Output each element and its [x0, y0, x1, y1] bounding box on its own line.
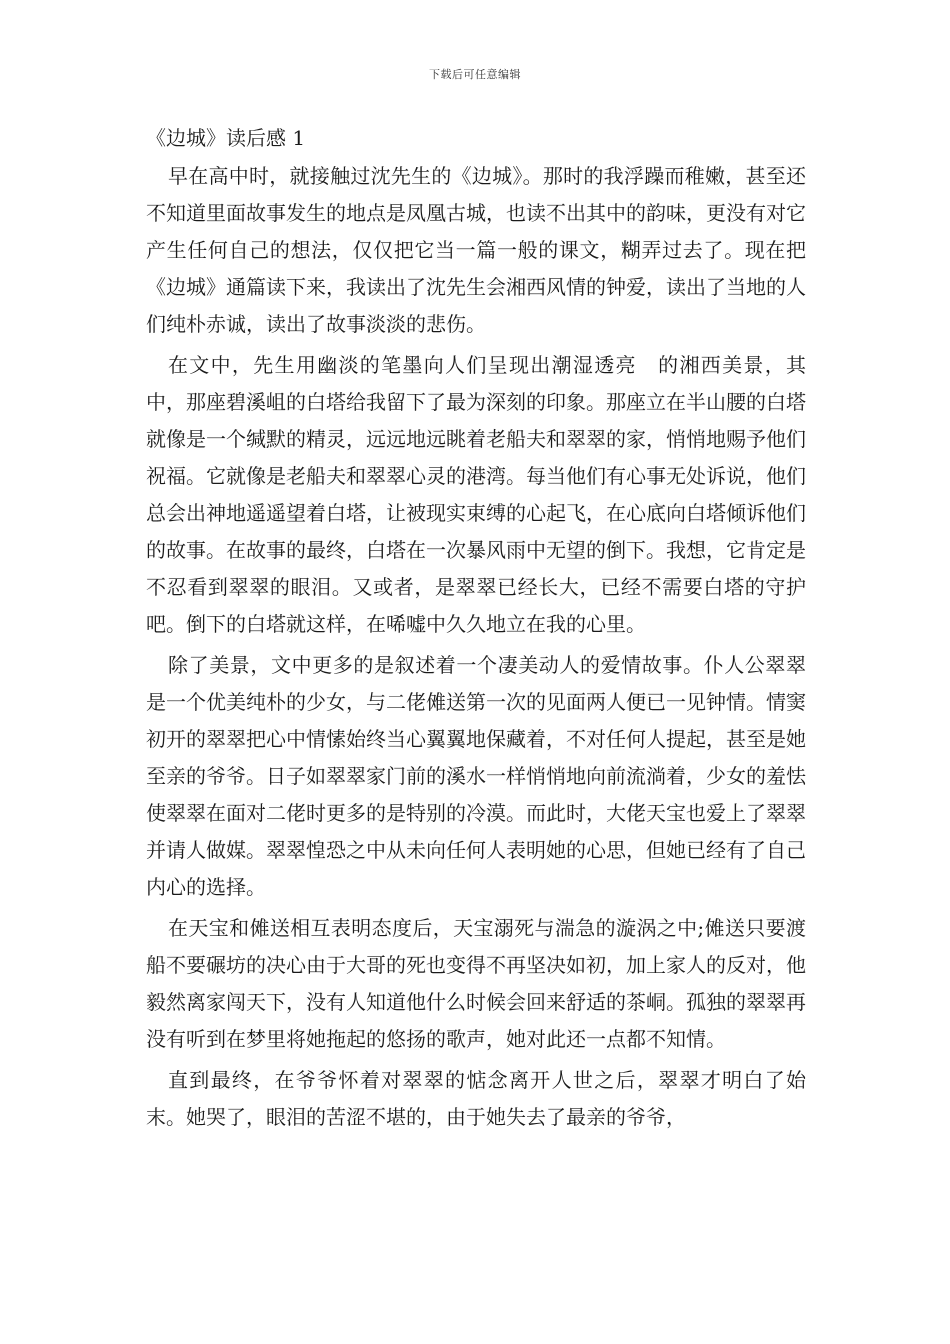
- paragraph-3: 除了美景，文中更多的是叙述着一个凄美动人的爱情故事。仆人公翠翠是一个优美纯朴的少女，与二佬傩送第一次的见面两人便已一见钟情。情窦初开的翠翠把心中情愫始终当心翼翼地保藏着，不对任何人提起，甚至是她至亲的爷爷。日子如翠翠家门前的溪水一样悄悄地向前流淌着，少女的羞怯使翠翠在面对二佬时更多的是特别的冷漠。而此时，大佬天宝也爱上了翠翠并请人做媒。翠翠惶恐之中从未向任何人表明她的心思，但她已经有了自己内心的选择。: [146, 653, 806, 899]
- header-note: 下载后可任意编辑: [429, 68, 521, 81]
- paragraph-2: 在文中，先生用幽淡的笔墨向人们呈现出潮湿透亮 的湘西美景，其中，那座碧溪岨的白塔给我留下了最为深刻的印象。那座立在半山腰的白塔就像是一个缄默的精灵，远远地远眺着老船夫和翠翠的家，悄悄地赐予他们祝福。它就像是老船夫和翠翠心灵的港湾。每当他们有心事无处诉说，他们总会出神地遥遥望着白塔，让被现实束缚的心起飞，在心底向白塔倾诉他们的故事。在故事的最终，白塔在一次暴风雨中无望的倒下。我想，它肯定是不忍看到翠翠的眼泪。又或者，是翠翠已经长大，已经不需要白塔的守护吧。倒下的白塔就这样，在唏嘘中久久地立在我的心里。: [146, 353, 806, 636]
- document-title: 《边城》读后感 1: [146, 126, 306, 150]
- document-body: [146, 158, 806, 1140]
- paragraph-5: 直到最终，在爷爷怀着对翠翠的惦念离开人世之后，翠翠才明白了始末。她哭了，眼泪的苦涩不堪的，由于她失去了最亲的爷爷，: [146, 1068, 806, 1129]
- paragraph-1: 早在高中时，就接触过沈先生的《边城》。那时的我浮躁而稚嫩，甚至还不知道里面故事发生的地点是凤凰古城，也读不出其中的韵味，更没有对它产生任何自己的想法，仅仅把它当一篇一般的课文，糊弄过去了。现在把《边城》通篇读下来，我读出了沈先生会湘西风情的钟爱，读出了当地的人们纯朴赤诚，读出了故事淡淡的悲伤。: [146, 164, 806, 336]
- paragraph-4: 在天宝和傩送相互表明态度后，天宝溺死与湍急的漩涡之中;傩送只要渡船不要碾坊的决心由于大哥的死也变得不再坚决如初，加上家人的反对，他毅然离家闯天下，没有人知道他什么时候会回来舒适的茶峒。孤独的翠翠再没有听到在梦里将她拖起的悠扬的歌声，她对此还一点都不知情。: [146, 916, 806, 1051]
